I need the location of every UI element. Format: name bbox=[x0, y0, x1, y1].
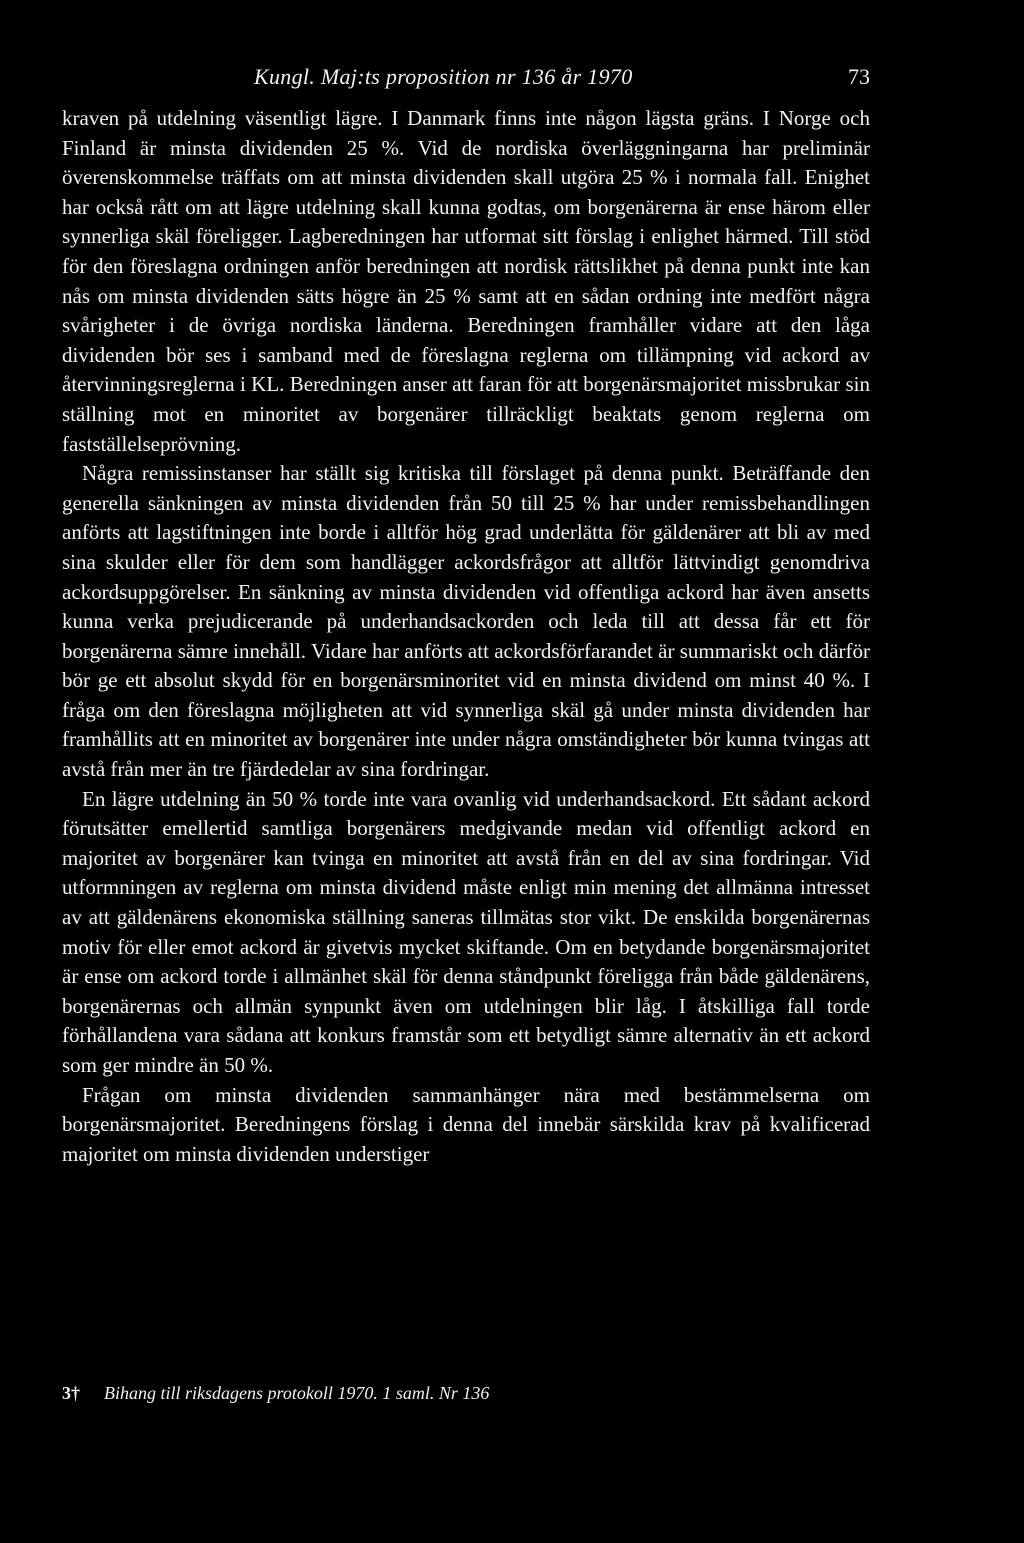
page-number: 73 bbox=[848, 64, 870, 89]
body-text bbox=[62, 104, 870, 1169]
paragraph: kraven på utdelning väsentligt lägre. I Danmark finns inte någon lägsta gräns. I Norge och Finland är minsta dividenden 25 %. Vid de nordiska överläggningarna har preliminär överenskommelse träffats om att minsta dividenden skall utgöra 25 % i normala fall. Enighet har också rått om att lägre utdelning skall kunna godtas, om borgenärerna är ense härom eller synnerliga skäl föreligger. Lagberedningen har utformat sitt förslag i enlighet härmed. Till stöd för den föreslagna ordningen anför beredningen att nordisk rättslikhet på denna punkt inte kan nås om minsta dividenden sätts högre än 25 % samt att en sådan ordning inte medfört några svårigheter i de övriga nordiska länderna. Beredningen framhåller vidare att den låga dividenden bör ses i samband med de föreslagna reglerna om tillämpning vid ackord av återvinningsreglerna i KL. Beredningen anser att faran för att borgenärsmajoritet missbrukar sin ställning mot en minoritet av borgenärer tillräckligt beaktats genom reglerna om fastställelseprövning. bbox=[62, 106, 870, 456]
paragraph: Frågan om minsta dividenden sammanhänger nära med bestämmelserna om borgenärsmajoritet. Beredningens förslag i denna del innebär särskilda krav på kvalificerad majoritet om minsta dividenden understiger bbox=[62, 1082, 870, 1166]
running-header bbox=[62, 58, 870, 94]
paragraph: Några remissinstanser har ställt sig kritiska till förslaget på denna punkt. Beträffande den generella sänkningen av minsta dividenden från 50 till 25 % har under remissbehandlingen anförts att lagstiftningen inte borde i alltför hög grad underlätta för gäldenärer att bli av med sina skulder eller för dem som handlägger ackordsfrågor att alltför lättvindigt genomdriva ackordsuppgörelser. En sänkning av minsta dividenden vid offentliga ackord har även ansetts kunna verka prejudicerande på underhandsackorden och leda till att dessa får ett för borgenärerna sämre innehåll. Vidare har anförts att ackordsförfarandet är summariskt och därför bör ge ett absolut skydd för en borgenärsminoritet vid en minsta dividend om minst 40 %. I fråga om den föreslagna möjligheten att vid synnerliga skäl gå under minsta dividenden har framhållits att en minoritet av borgenärer inte under några omständigheter bör kunna tvingas att avstå från mer än tre fjärdedelar av sina fordringar. bbox=[62, 461, 870, 782]
header-title: Kungl. Maj:ts proposition nr 136 år 1970 bbox=[254, 64, 633, 89]
paragraph: En lägre utdelning än 50 % torde inte vara ovanlig vid underhandsackord. Ett sådant ackord förutsätter emellertid samtliga borgenärers medgivande medan vid offentligt ackord en majoritet av borgenärer kan tvinga en minoritet att avstå från en del av sina fordringar. Vid utformningen av reglerna om minsta dividend måste enligt min mening det allmänna intresset av att gäldenärens ekonomiska ställning saneras tillmätas stor vikt. De enskilda borgenärernas motiv för eller emot ackord är givetvis mycket skiftande. Om en betydande borgenärsmajoritet är ense om ackord torde i allmänhet skäl för denna ståndpunkt föreligga från både gäldenärens, borgenärernas och allmän synpunkt även om utdelningen blir låg. I åtskilliga fall torde förhållandena vara sådana att konkurs framstår som ett betydligt sämre alternativ än ett ackord som ger mindre än 50 %. bbox=[62, 786, 870, 1077]
signature-mark: 3† bbox=[62, 1383, 80, 1403]
page-footer bbox=[62, 1383, 489, 1404]
page-content bbox=[62, 58, 870, 1169]
footer-reference: Bihang till riksdagens protokoll 1970. 1 saml. Nr 136 bbox=[104, 1383, 490, 1403]
